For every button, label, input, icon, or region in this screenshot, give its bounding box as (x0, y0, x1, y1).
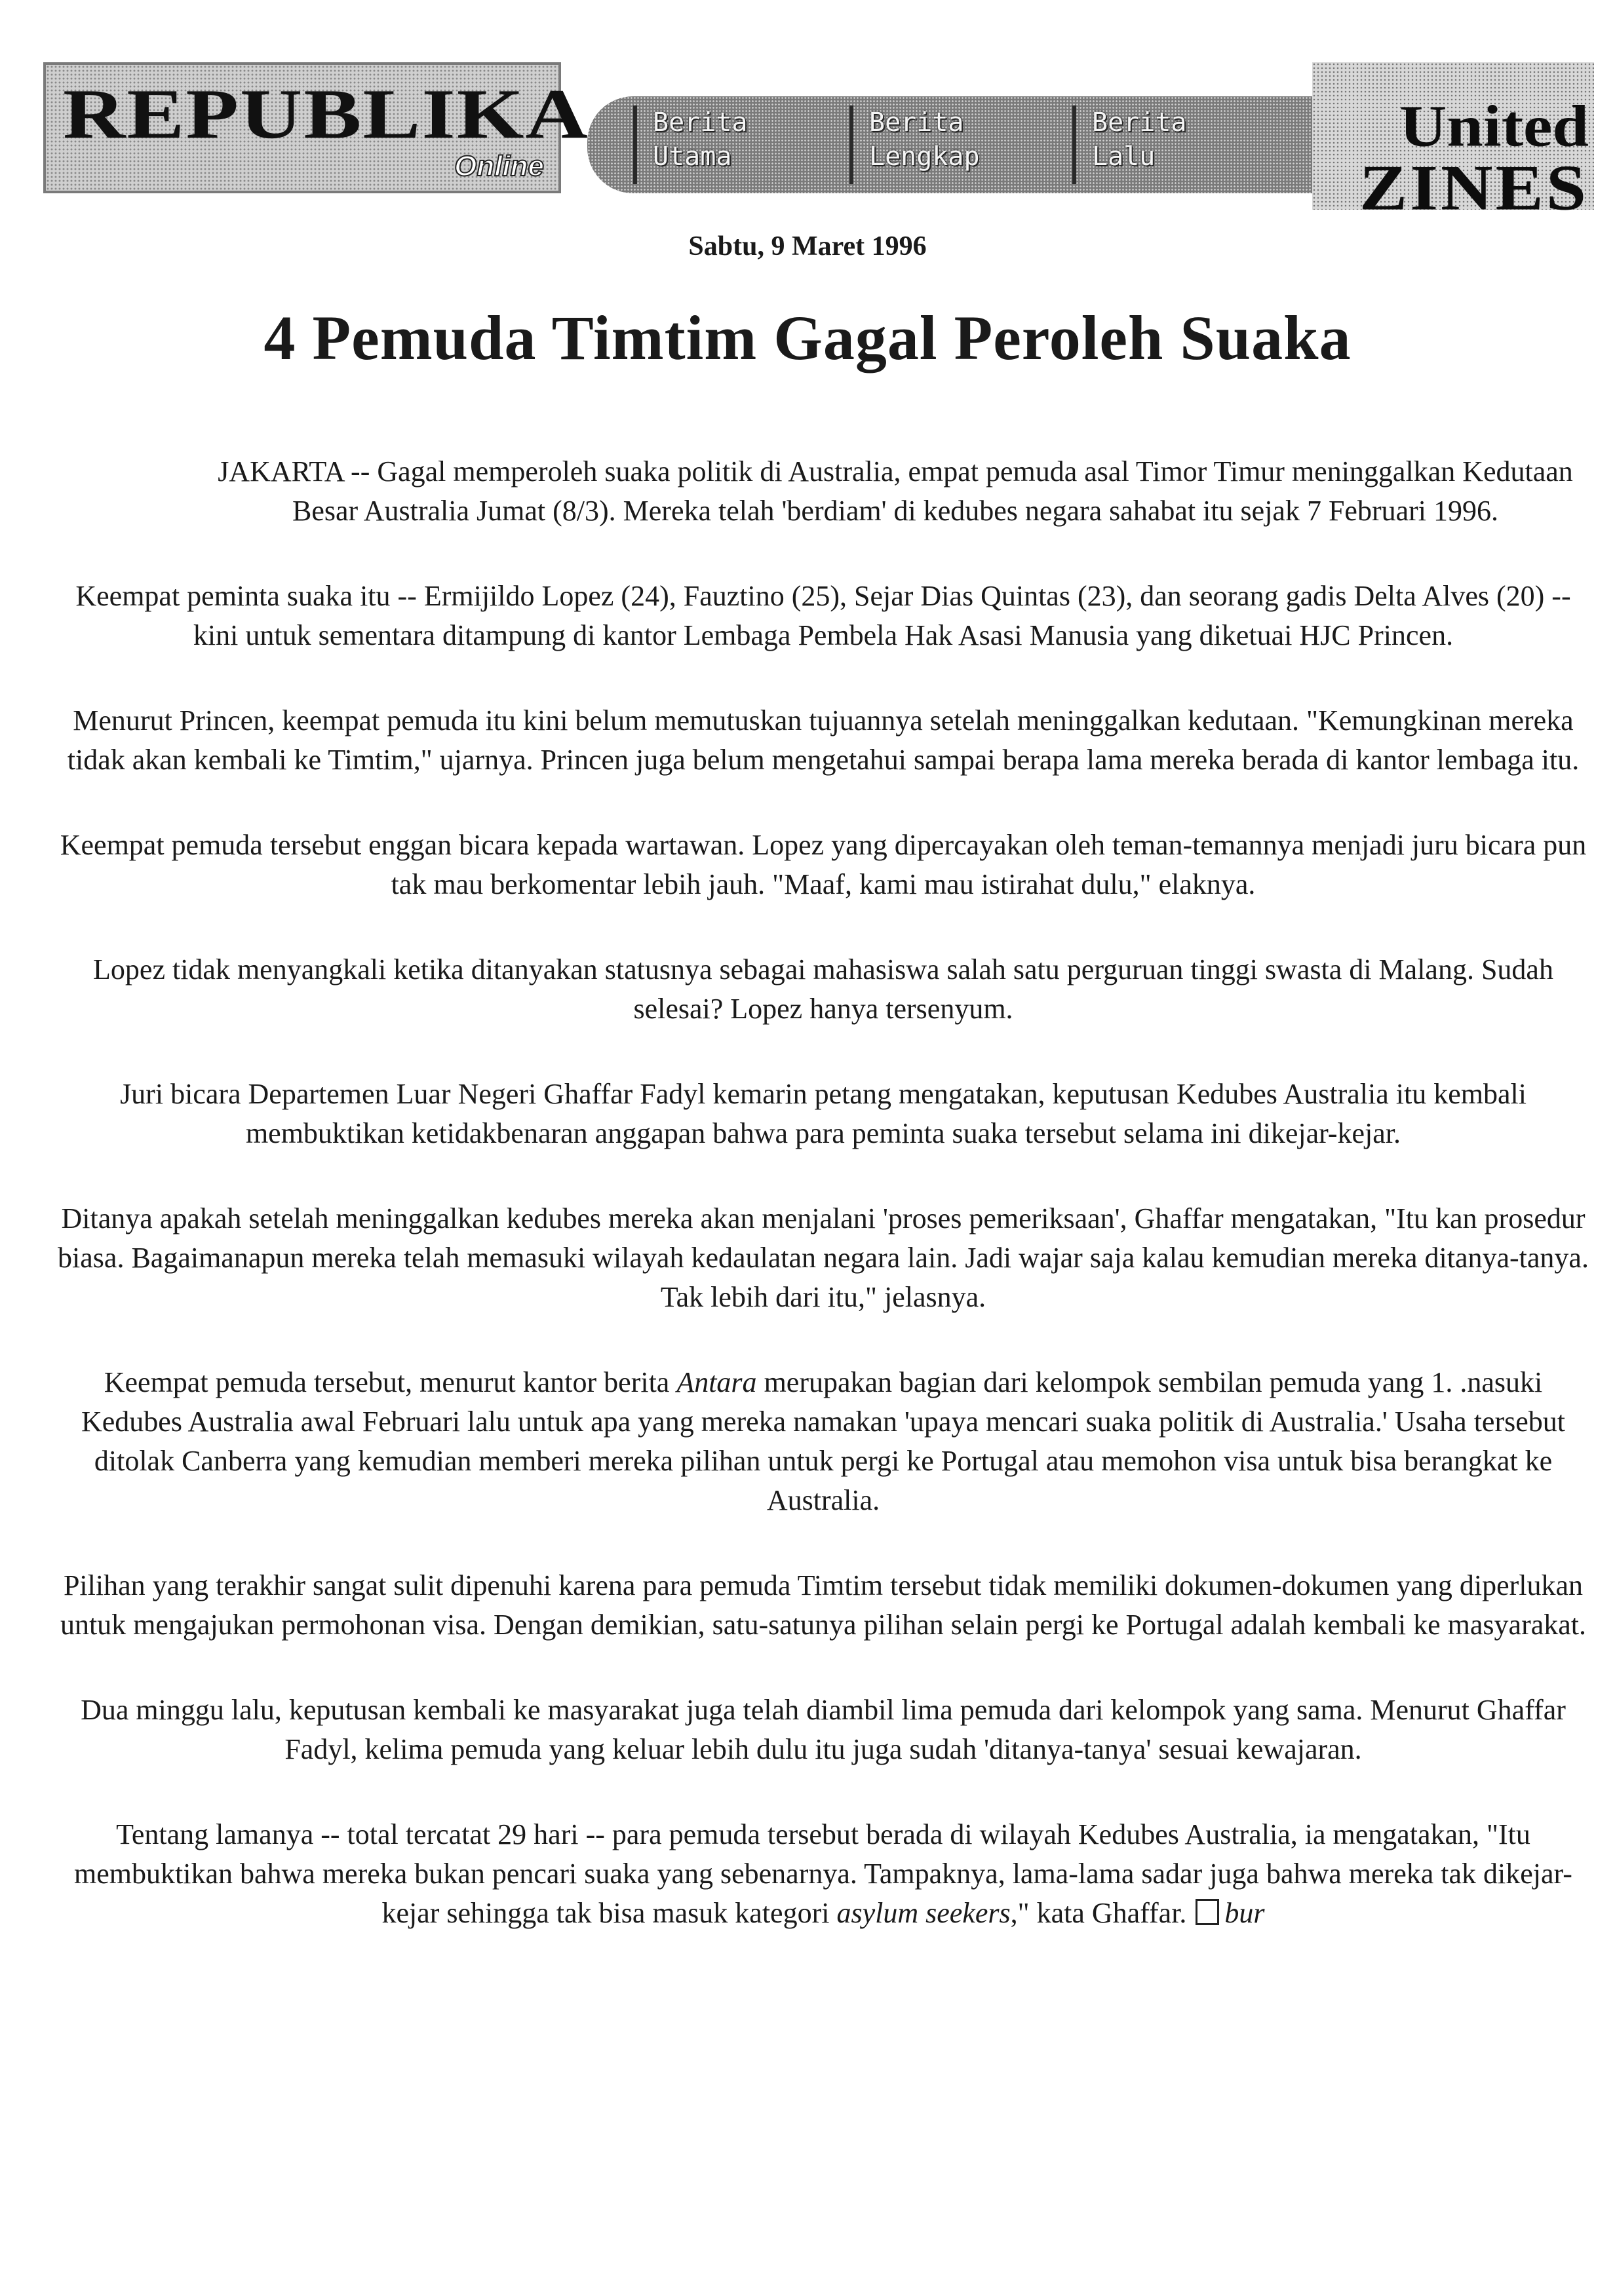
paragraph: Pilihan yang terakhir sangat sulit dipenuhi karena para pemuda Timtim tersebut tidak memiliki dokumen-dokumen yang diperlukan untuk mengajukan permohonan visa. Dengan demikian, satu-satunya pilihan selain pergi ke Portugal adalah kembali ke masyarakat. (60, 1569, 1587, 1641)
nav-label-line2: Lalu (1092, 142, 1156, 172)
paragraph: Keempat pemuda tersebut enggan bicara kepada wartawan. Lopez yang dipercayakan oleh teman-temannya menjadi juru bicara pun tak mau berkomentar lebih jauh. "Maaf, kami mau istirahat dulu," elaknya. (60, 829, 1587, 900)
paragraph: JAKARTA -- Gagal memperoleh suaka politik di Australia, empat pemuda asal Timor Timur meninggalkan Kedutaan Besar Australia Jumat (8/3). Mereka telah 'berdiam' di kedubes negara sahabat itu sejak 7 Februari 1996. (218, 455, 1573, 527)
nav-label-line2: Lengkap (869, 142, 980, 172)
paragraph: Keempat peminta suaka itu -- Ermijildo Lopez (24), Fauztino (25), Sejar Dias Quintas (23), dan seorang gadis Delta Alves (20) -- kini untuk sementara ditampung di kantor Lembaga Pembela Hak Asasi Manusia yang diketuai HJC Princen. (75, 580, 1571, 651)
nav-label-line1: Berita (653, 107, 748, 138)
logo-title: REPUBLIKA (63, 74, 589, 153)
nav-label-line2: Utama (653, 142, 732, 172)
republika-logo[interactable] (43, 62, 589, 193)
badge-top-text: United (1399, 93, 1589, 159)
text-run: Tentang lamanya -- total tercatat 29 hari -- para pemuda tersebut berada di wilayah Kedubes Australia, ia mengatakan, "Itu membuktikan bahwa mereka bukan pencari suaka yang sebenarnya. Tampaknya, lama-lama sadar juga bahwa mereka tak dikejar-kejar sehingga tak bisa masuk kategori (74, 1818, 1572, 1929)
nav-berita-utama[interactable] (633, 105, 830, 184)
article-body (56, 452, 1590, 1933)
paragraph: Lopez tidak menyangkali ketika ditanyakan statusnya sebagai mahasiswa salah satu perguruan tinggi swasta di Malang. Sudah selesai? Lopez hanya tersenyum. (93, 953, 1553, 1025)
nav-berita-lalu[interactable] (1072, 105, 1269, 184)
nav-berita-lengkap[interactable] (849, 105, 1046, 184)
logo-subtitle: Online (454, 150, 544, 182)
text-run: merupakan bagian dari kelompok sembilan pemuda yang 1. .nasuki Kedubes Australia awal Februari lalu untuk apa yang mereka namakan 'upaya mencari suaka politik di Australia.' Usaha tersebut ditolak Canberra yang kemudian memberi mereka pilihan untuk pergi ke Portugal atau memohon visa untuk bisa berangkat ke Australia. (81, 1366, 1565, 1516)
paragraph (56, 1815, 1590, 1933)
article-headline: 4 Pemuda Timtim Gagal Peroleh Suaka (263, 303, 1352, 373)
italic-source-name: Antara (676, 1366, 757, 1398)
united-zines-badge[interactable] (1312, 62, 1594, 223)
paragraph: Menurut Princen, keempat pemuda itu kini belum memutuskan tujuannya setelah meninggalkan kedutaan. "Kemungkinan mereka tidak akan kembali ke Timtim," ujarnya. Princen juga belum mengetahui sampai berapa lama mereka berada di kantor lembaga itu. (67, 704, 1580, 776)
author-initials: bur (1224, 1897, 1265, 1929)
italic-term: asylum seekers (836, 1897, 1011, 1929)
end-mark-icon (1196, 1899, 1219, 1925)
nav-label-line1: Berita (869, 107, 964, 138)
article-date: Sabtu, 9 Maret 1996 (688, 231, 927, 261)
paragraph: Juri bicara Departemen Luar Negeri Ghaffar Fadyl kemarin petang mengatakan, keputusan Kedubes Australia itu kembali membuktikan ketidakbenaran anggapan bahwa para peminta suaka tersebut selama ini dikejar-kejar. (120, 1078, 1527, 1149)
nav-label-line1: Berita (1092, 107, 1187, 138)
text-run: Keempat pemuda tersebut, menurut kantor berita (104, 1366, 677, 1398)
paragraph: Ditanya apakah setelah meninggalkan kedubes mereka akan menjalani 'proses pemeriksaan', Ghaffar mengatakan, "Itu kan prosedur biasa. Bagaimanapun mereka telah memasuki wilayah kedaulatan negara lain. Jadi wajar saja kalau kemudian mereka ditanya-tanya. Tak lebih dari itu," jelasnya. (58, 1202, 1589, 1313)
text-run: ," kata Ghaffar. (1010, 1897, 1187, 1929)
header-banner (43, 62, 1594, 223)
paragraph: Dua minggu lalu, keputusan kembali ke masyarakat juga telah diambil lima pemuda dari kelompok yang sama. Menurut Ghaffar Fadyl, kelima pemuda yang keluar lebih dulu itu juga sudah 'ditanya-tanya' sesuai kewajaran. (81, 1694, 1566, 1765)
paragraph (56, 1363, 1590, 1520)
badge-bottom-text: ZINES (1359, 151, 1589, 223)
